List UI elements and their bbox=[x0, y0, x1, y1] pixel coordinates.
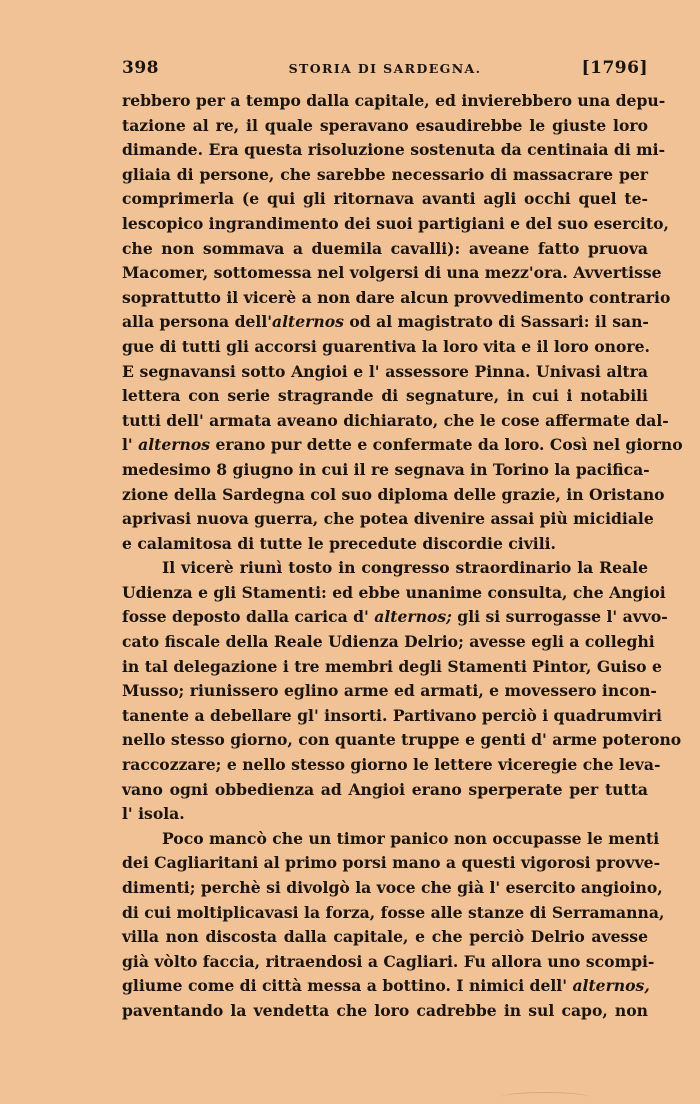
text-line: cato fiscale della Reale Udienza Delrio; avesse egli a colleghi bbox=[122, 632, 655, 652]
text-line: raccozzare; e nello stesso giorno le lettere viceregie che leva- bbox=[122, 755, 661, 775]
text-fragment: gli si surrogasse l' avvo- bbox=[451, 607, 668, 627]
page-number: 398 bbox=[122, 58, 159, 78]
text-line: tanente a debellare gl' insorti. Partivano perciò i quadrumviri bbox=[122, 705, 662, 725]
text-line: l' isola. bbox=[122, 804, 185, 824]
text-line bbox=[122, 433, 683, 458]
paragraph-start-line: Il vicerè riunì tosto in congresso straordinario la Reale bbox=[162, 558, 648, 578]
text-line: di cui moltiplicavasi la forza, fosse alle stanze di Serramanna, bbox=[122, 902, 665, 922]
text-line: Macomer, sottomessa nel volgersi di una mezz'ora. Avvertisse bbox=[122, 263, 662, 283]
text-line: gliaia di persone, che sarebbe necessario di massacrare per bbox=[122, 164, 648, 184]
text-line: soprattutto il vicerè a non dare alcun provvedimento contrario bbox=[122, 287, 671, 307]
text-line: in tal delegazione i tre membri degli Stamenti Pintor, Guiso e bbox=[122, 656, 662, 676]
text-line: tutti dell' armata aveano dichiarato, che le cose affermate dal- bbox=[122, 410, 669, 430]
text-line: lescopico ingrandimento dei suoi partigiani e del suo esercito, bbox=[122, 213, 669, 233]
text-fragment: l' bbox=[122, 435, 139, 455]
text-fragment: fosse deposto dalla carica d' bbox=[122, 607, 375, 627]
text-line: villa non discosta dalla capitale, e che perciò Delrio avesse bbox=[122, 927, 648, 947]
text-line: Musso; riunissero eglino arme ed armati, e movessero incon- bbox=[122, 681, 657, 701]
text-line: dimande. Era questa risoluzione sostenuta da centinaia di mi- bbox=[122, 140, 666, 160]
italic-term: alternos; bbox=[374, 607, 452, 627]
text-fragment: erano pur dette e confermate da loro. Così nel giorno bbox=[210, 435, 683, 455]
text-fragment: alla persona dell' bbox=[122, 312, 273, 332]
text-fragment: gliume come di città messa a bottino. I nimici dell' bbox=[122, 976, 573, 996]
text-line: dimenti; perchè si divolgò la voce che già l' esercito angioino, bbox=[122, 878, 663, 897]
text-line: medesimo 8 giugno in cui il re segnava in Torino la pacifica- bbox=[122, 459, 650, 479]
text-line bbox=[122, 310, 648, 335]
text-line: tazione al re, il quale speravano esaudirebbe le giuste loro bbox=[122, 115, 648, 135]
text-line: comprimerla (e qui gli ritornava avanti agli occhi quel te- bbox=[122, 189, 648, 209]
text-line: gue di tutti gli accorsi guarentiva la loro vita e il loro onore. bbox=[122, 336, 650, 356]
text-line: che non sommava a duemila cavalli): aveane fatto pruova bbox=[122, 238, 648, 258]
running-head bbox=[122, 58, 648, 82]
text-line bbox=[122, 974, 648, 999]
text-line: paventando la vendetta che loro cadrebbe in sul capo, non bbox=[122, 1000, 648, 1020]
running-title: STORIA DI SARDEGNA. bbox=[288, 61, 482, 76]
italic-term: alternos bbox=[272, 312, 344, 332]
italic-term: alternos bbox=[138, 435, 211, 455]
italic-term: alternos, bbox=[572, 976, 650, 996]
text-line: dei Cagliaritani al primo porsi mano a questi vigorosi provve- bbox=[122, 853, 661, 873]
body-text bbox=[122, 89, 683, 1024]
text-line: nello stesso giorno, con quante truppe e genti d' arme poterono bbox=[122, 730, 682, 750]
text-line bbox=[122, 605, 668, 630]
text-line: già vòlto faccia, ritraendosi a Cagliari. Fu allora uno scompi- bbox=[122, 951, 655, 971]
year-marker: [1796] bbox=[581, 58, 648, 78]
text-fragment: od al magistrato di Sassari: il san- bbox=[343, 312, 649, 332]
scan-watermark-mark bbox=[500, 1092, 590, 1103]
text-line: vano ogni obbedienza ad Angioi erano sperperate per tutta bbox=[122, 779, 648, 799]
text-line: Udienza e gli Stamenti: ed ebbe unanime consulta, che Angioi bbox=[122, 582, 666, 602]
text-line: aprivasi nuova guerra, che potea divenire assai più micidiale bbox=[122, 509, 654, 529]
text-line: E segnavansi sotto Angioi e l' assessore Pinna. Univasi altra bbox=[122, 361, 648, 381]
text-line: lettera con serie stragrande di segnature, in cui i notabili bbox=[122, 386, 648, 406]
text-line: rebbero per a tempo dalla capitale, ed invierebbero una depu- bbox=[122, 91, 666, 110]
paragraph-start-line: Poco mancò che un timor panico non occupasse le menti bbox=[162, 828, 660, 848]
text-line: e calamitosa di tutte le precedute discordie civili. bbox=[122, 533, 556, 553]
text-line: zione della Sardegna col suo diploma delle grazie, in Oristano bbox=[122, 484, 665, 504]
